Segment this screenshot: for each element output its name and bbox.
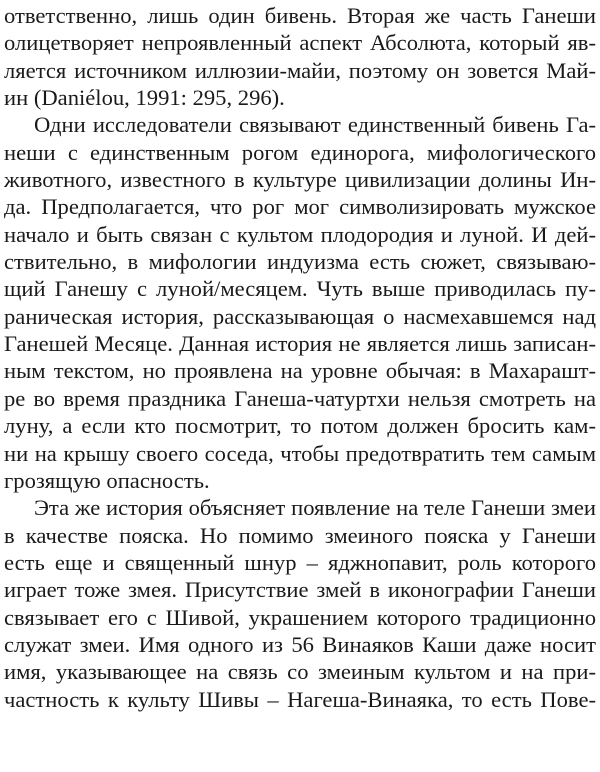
text-line: грозящую опасность. (4, 467, 210, 493)
text-line: ре во время праздника Ганеша-чатуртхи нельзя смотреть на (4, 385, 596, 411)
text-line: есть еще и священный шнур – яджнопавит, роль которого (4, 549, 596, 575)
text-line: ным текстом, но проявлена на уровне обычая: в Махарашт- (4, 358, 596, 384)
text-line: да. Предполагается, что рог мог символизировать мужское (4, 194, 596, 220)
text-line: ин (Daniélou, 1991: 295, 296). (4, 85, 285, 111)
text-line: щий Ганешу с луной/месяцем. Чуть выше приводилась пу- (4, 276, 596, 302)
text-line: Одни исследователи связывают единственный бивень Га- (34, 112, 596, 138)
text-line: начало и быть связан с культом плодородия и луной. И дей- (4, 221, 596, 247)
text-line: Ганешей Месяце. Данная история не является лишь записан- (4, 331, 596, 357)
text-line: служат змеи. Имя одного из 56 Винаяков Каши даже носит (4, 631, 596, 657)
text-line: ствительно, в мифологии индуизма есть сюжет, связываю- (4, 249, 596, 275)
text-line: раническая история, рассказывающая о насмехавшемся над (4, 303, 596, 329)
paragraph (4, 2, 596, 111)
text-line: частность к культу Шивы – Нагеша-Винаяка, то есть Пове- (4, 686, 596, 712)
text-line: животного, известного в культуре цивилизации долины Ин- (4, 167, 596, 193)
text-line: связывает его с Шивой, украшением которого традиционно (4, 604, 596, 630)
paragraph (4, 494, 596, 713)
text-line: ответственно, лишь один бивень. Вторая же часть Ганеши (4, 3, 596, 28)
text-line: луну, а если кто посмотрит, то потом должен бросить кам- (4, 413, 596, 439)
text-line: неши с единственным рогом единорога, мифологического (4, 139, 596, 165)
text-line: олицетворяет непроявленный аспект Абсолюта, который яв- (4, 30, 596, 56)
text-line: в качестве пояска. Но помимо змеиного пояска у Ганеши (4, 522, 596, 548)
text-line: Эта же история объясняет появление на теле Ганеши змеи (34, 495, 596, 521)
text-line: имя, указывающее на связь со змеиным культом и на при- (4, 659, 596, 685)
text-line: играет тоже змея. Присутствие змей в иконографии Ганеши (4, 577, 596, 603)
document-page (4, 2, 596, 713)
text-line: ни на крышу своего соседа, чтобы предотвратить тем самым (4, 440, 596, 466)
paragraph (4, 111, 596, 494)
text-line: ляется источником иллюзии-майи, поэтому он зовется Май- (4, 57, 596, 83)
